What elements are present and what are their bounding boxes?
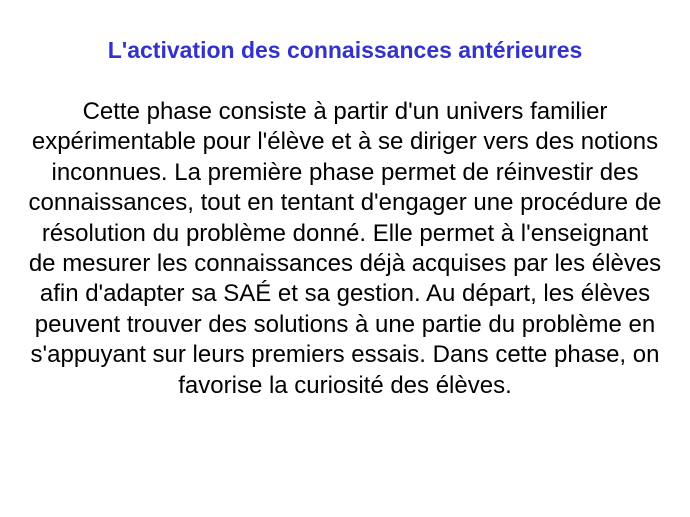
slide-body-text: Cette phase consiste à partir d'un univers familier expérimentable pour l'élève et à se diriger vers des notions inconnues. La première phase permet de réinvestir des connaissances, tout en tentant d'engager une procédure de résolution du problème donné. Elle permet à l'enseignant de mesurer les connaissances déjà acquises par les élèves afin d'adapter sa SAÉ et sa gestion. Au départ, les élèves peuvent trouver des solutions à une partie du problème en s'appuyant sur leurs premiers essais. Dans cette phase, on favorise la curiosité des élèves. bbox=[28, 98, 662, 399]
slide-title: L'activation des connaissances antérieures bbox=[107, 37, 583, 63]
